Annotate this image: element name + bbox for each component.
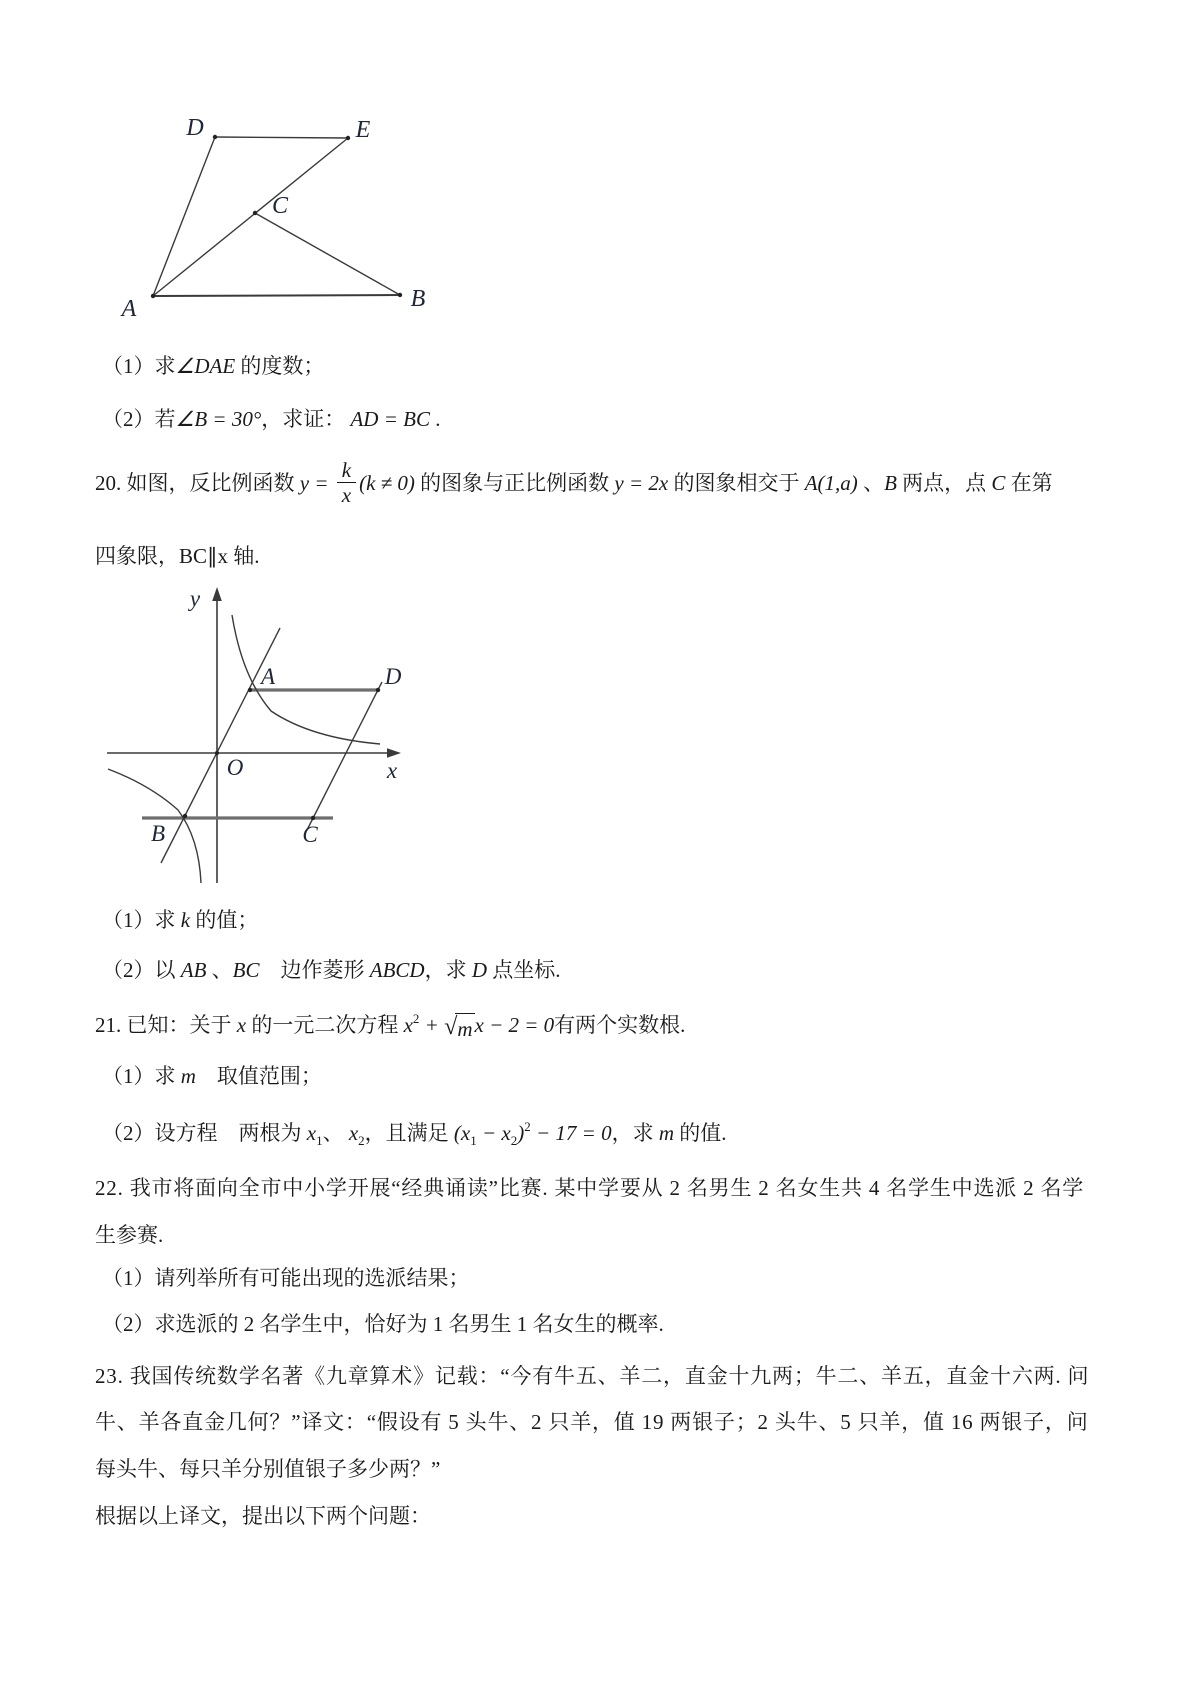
seg: 的值. — [674, 1121, 727, 1145]
seg: （1）求 — [102, 908, 181, 932]
q22-part2 — [102, 1310, 664, 1338]
seg: 两点，点 — [896, 471, 992, 495]
label-y: y — [189, 586, 201, 611]
seg: 在第 — [1005, 471, 1053, 495]
seg: 2 — [412, 1011, 420, 1026]
segment-CB — [255, 213, 400, 295]
seg: 的图象相交于 — [668, 471, 805, 495]
seg: 、 — [322, 1121, 349, 1145]
segment-AE — [153, 138, 348, 296]
point-B — [398, 293, 402, 297]
seg: （2）若 — [102, 407, 176, 431]
seg: k — [180, 908, 191, 932]
seg: （1）求 — [102, 1064, 181, 1088]
q20-part2 — [102, 956, 561, 984]
seg: 21. 已知：关于 — [95, 1013, 237, 1037]
label-B: B — [150, 821, 166, 846]
seg: x — [474, 1013, 484, 1037]
label-x: x — [386, 758, 398, 783]
seg: AD = BC — [350, 407, 430, 431]
fraction — [337, 459, 356, 506]
y-axis-arrow — [212, 587, 222, 601]
x-axis-arrow — [387, 748, 401, 758]
triangle-figure — [100, 100, 440, 320]
seg: ∠DAE — [175, 354, 236, 378]
label-D: D — [384, 664, 402, 689]
segment-DE — [215, 137, 348, 138]
seg: 四象限，BC∥x 轴. — [95, 544, 260, 568]
point-C — [311, 816, 315, 820]
seg: 边作菱形 — [259, 958, 370, 982]
q23-head-line3 — [95, 1455, 440, 1483]
seg: m — [455, 1013, 474, 1043]
seg: y = — [299, 471, 334, 495]
seg: 1 — [316, 1133, 323, 1148]
label-E: E — [355, 117, 371, 143]
seg: 2 — [524, 1119, 531, 1134]
seg: 每头牛、每只羊分别值银子多少两？” — [95, 1457, 441, 1481]
seg: 1 — [470, 1133, 477, 1148]
seg: (x — [453, 1121, 471, 1145]
point-B — [183, 814, 187, 818]
label-B: B — [410, 286, 426, 312]
seg: 20. 如图，反比例函数 — [95, 471, 300, 495]
label-C: C — [271, 193, 289, 219]
seg: 的度数； — [235, 354, 325, 378]
seg: B — [884, 471, 897, 495]
seg: （2）设方程 两根为 — [102, 1121, 307, 1145]
q22-head-line1 — [95, 1174, 1084, 1202]
q23-head-line1 — [95, 1362, 1089, 1390]
seg: 的一元二次方程 — [246, 1013, 404, 1037]
seg: 、 — [857, 471, 885, 495]
q21-head — [95, 1010, 685, 1043]
q22-part1 — [102, 1264, 470, 1292]
label-O: O — [226, 755, 244, 780]
seg: 点坐标. — [487, 958, 561, 982]
seg: D — [471, 958, 487, 982]
seg: 牛、羊各直金几何？”译文：“假设有 5 头牛、2 只羊，值 19 两银子；2 头牛、5 只羊，值 16 两银子，问 — [95, 1410, 1089, 1434]
seg: m — [658, 1121, 674, 1145]
q19-part1 — [102, 352, 324, 380]
segment-AB — [153, 295, 400, 296]
point-A — [248, 688, 252, 692]
point-O — [215, 751, 219, 755]
graph-figure — [95, 585, 415, 895]
seg: AB — [180, 958, 207, 982]
seg: x — [236, 1013, 247, 1037]
label-A: A — [121, 296, 137, 322]
seg: 根据以上译文，提出以下两个问题： — [95, 1504, 431, 1528]
seg: m — [180, 1064, 196, 1088]
q20-head-line1 — [95, 454, 1053, 512]
seg: ) — [517, 1121, 525, 1145]
q21-part1 — [102, 1062, 322, 1090]
seg: ，求 — [424, 958, 472, 982]
seg: （2）以 — [102, 958, 181, 982]
seg: 有两个实数根. — [554, 1013, 686, 1037]
seg: A(1,a) — [804, 471, 858, 495]
seg: k — [341, 457, 352, 482]
q21-part2 — [102, 1118, 727, 1150]
label-C: C — [302, 822, 318, 847]
point-D — [376, 688, 380, 692]
q19-part2 — [102, 405, 440, 433]
q22-head-line2 — [95, 1221, 163, 1249]
seg: ，求 — [611, 1121, 659, 1145]
seg: 、 — [206, 958, 233, 982]
point-E — [346, 136, 350, 140]
seg: 2 — [358, 1133, 365, 1148]
seg: ∠B = 30° — [175, 407, 262, 431]
seg: − 2 = 0 — [483, 1013, 555, 1037]
q20-head-line2 — [95, 542, 260, 570]
seg: （1）请列举所有可能出现的选派结果； — [102, 1266, 470, 1290]
seg: 22. 我市将面向全市中小学开展“经典诵读”比赛. 某中学要从 2 名男生 2 名女生共 4 名学生中选派 2 名学 — [95, 1176, 1085, 1200]
seg: − 17 = 0 — [530, 1121, 612, 1145]
segment-DA — [153, 137, 215, 296]
seg: (k ≠ 0) — [359, 471, 415, 495]
square-root — [444, 1013, 474, 1043]
q20-part1 — [102, 906, 258, 934]
seg: . — [429, 407, 441, 431]
seg: √ — [444, 1013, 458, 1040]
point-A — [151, 294, 155, 298]
seg: ，求证： — [261, 407, 351, 431]
seg: 2 — [510, 1133, 518, 1148]
seg: x — [337, 482, 356, 506]
label-A: A — [260, 664, 276, 689]
seg: + — [419, 1013, 445, 1037]
seg: ，且满足 — [364, 1121, 454, 1145]
seg: （2）求选派的 2 名学生中，恰好为 1 名男生 1 名女生的概率. — [102, 1312, 664, 1336]
graph-figure-svg — [95, 585, 415, 895]
seg: x — [348, 1121, 359, 1145]
seg: BC — [232, 958, 260, 982]
triangle-figure-svg — [100, 100, 440, 320]
segment-CD — [307, 682, 382, 830]
seg: x — [306, 1121, 317, 1145]
seg: C — [991, 471, 1006, 495]
q23-tail — [95, 1502, 431, 1530]
seg: 的图象与正比例函数 — [414, 471, 615, 495]
seg: y = 2x — [614, 471, 669, 495]
point-C — [253, 211, 257, 215]
label-D: D — [186, 115, 204, 141]
seg: 取值范围； — [195, 1064, 322, 1088]
seg: x — [403, 1013, 413, 1037]
point-D — [213, 135, 217, 139]
seg: 的值； — [190, 908, 259, 932]
seg: 23. 我国传统数学名著《九章算术》记载：“今有牛五、羊二，直金十九两；牛二、羊五，直金十六两. 问 — [95, 1364, 1090, 1388]
seg: 生参赛. — [95, 1223, 164, 1247]
seg: ABCD — [369, 958, 425, 982]
q23-head-line2 — [95, 1408, 1089, 1436]
seg: （1）求 — [102, 354, 176, 378]
seg: − x — [476, 1121, 511, 1145]
